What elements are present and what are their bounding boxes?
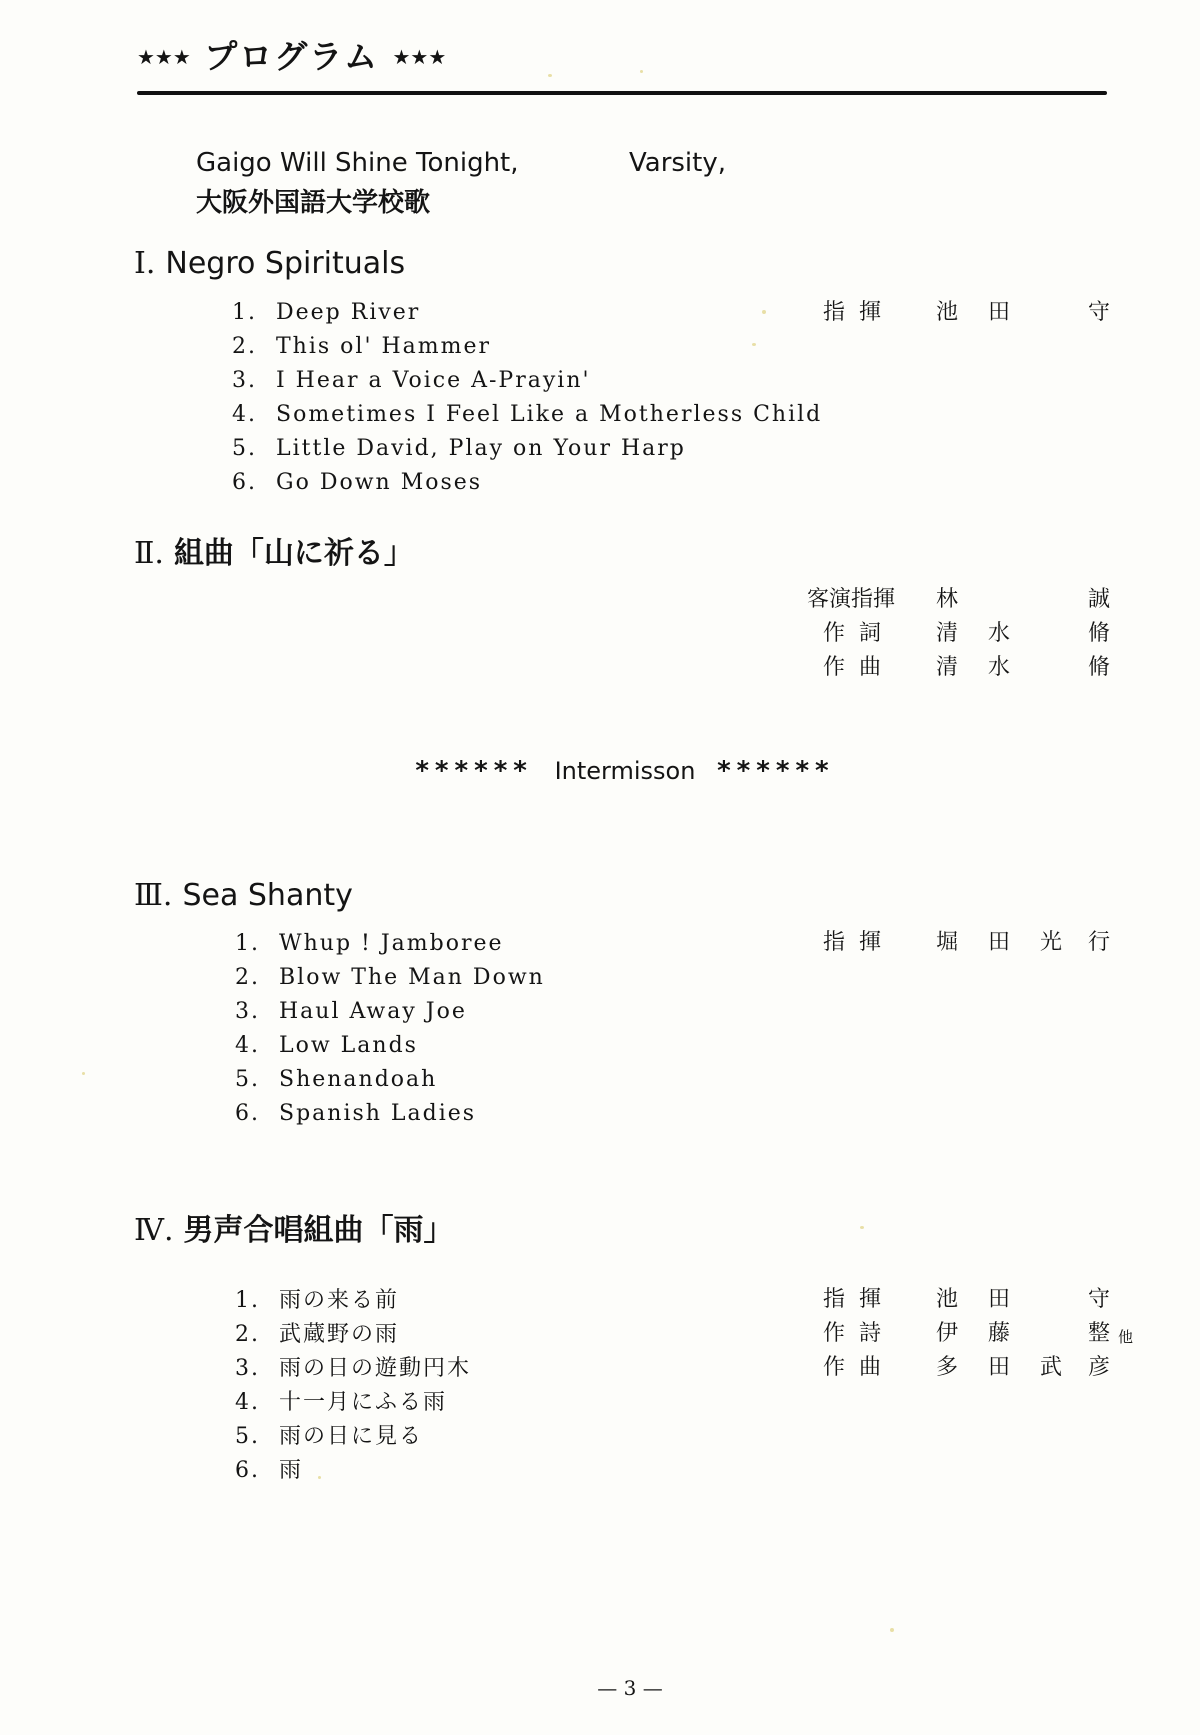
item-number: 6.: [235, 1458, 260, 1483]
list-item: [235, 1063, 545, 1097]
credit-row-composer: [782, 651, 1142, 685]
credit-role: 指揮: [822, 1287, 895, 1312]
section-1-credits: [782, 296, 1142, 330]
credit-row-guest-conductor: [782, 583, 1142, 617]
intermission-stars-left: ******: [415, 756, 533, 786]
list-item: [235, 995, 545, 1029]
item-title: Haul Away Joe: [279, 999, 467, 1024]
item-number: 5.: [235, 1424, 260, 1449]
opening-varsity: Varsity,: [629, 148, 727, 178]
school-song-title: 大阪外国語大学校歌: [196, 188, 431, 218]
credit-role: 指揮: [822, 930, 895, 955]
paper-speck: [860, 1226, 864, 1229]
credit-name-char: 田: [988, 930, 1011, 955]
credit-row-conductor: [782, 926, 1142, 960]
credit-role: 客演指揮: [806, 587, 895, 612]
intermission-banner: [0, 756, 1200, 786]
section-heading-2: [134, 534, 414, 574]
item-number: 2.: [235, 1322, 260, 1347]
item-title: Whup ! Jamboree: [279, 931, 504, 956]
program-title: [137, 34, 446, 80]
paper-speck: [548, 74, 552, 77]
item-number: 5.: [232, 436, 257, 461]
section-numeral: Ⅱ.: [134, 536, 164, 571]
intermission-stars-right: ******: [717, 756, 835, 786]
credit-name-char: 水: [988, 621, 1011, 646]
paper-speck: [640, 70, 643, 73]
page-number: — 3 —: [597, 1676, 663, 1700]
item-title: This ol' Hammer: [276, 334, 492, 359]
item-number: 5.: [235, 1067, 260, 1092]
item-number: 6.: [235, 1101, 260, 1126]
title-stars-right: ★★★: [392, 45, 447, 69]
title-text: プログラム: [204, 37, 379, 76]
item-number: 6.: [232, 470, 257, 495]
paper-speck: [752, 343, 756, 346]
list-item: [235, 1352, 471, 1386]
item-title: Sometimes I Feel Like a Motherless Child: [276, 402, 823, 427]
credit-row-conductor: [782, 1283, 1142, 1317]
credit-name-char: 林: [936, 587, 959, 612]
paper-speck: [318, 1476, 321, 1479]
item-title: 雨の日に見る: [279, 1424, 424, 1449]
list-item: [235, 961, 545, 995]
section-1-items: [232, 296, 822, 500]
section-heading-1: [134, 244, 405, 284]
list-item: [235, 927, 545, 961]
section-title: Sea Shanty: [182, 878, 353, 913]
paper-speck: [762, 310, 766, 314]
paper-speck: [82, 1072, 85, 1075]
credit-name-char: 池: [936, 300, 959, 325]
title-stars-left: ★★★: [137, 45, 191, 69]
list-item: [232, 296, 822, 330]
item-title: 雨の来る前: [279, 1288, 400, 1313]
credit-name-char: 守: [1088, 300, 1111, 325]
item-title: 十一月にふる雨: [279, 1390, 448, 1415]
section-3-items: [235, 927, 545, 1131]
credit-name-char: 彦: [1088, 1355, 1111, 1380]
section-heading-3: [134, 876, 353, 916]
credit-row-lyricist: [782, 617, 1142, 651]
section-numeral: Ⅰ.: [134, 246, 156, 281]
list-item: [232, 398, 822, 432]
opening-song-title: Gaigo Will Shine Tonight,: [196, 148, 519, 178]
section-heading-4: [134, 1211, 454, 1251]
credit-name-char: 田: [988, 1355, 1011, 1380]
credit-name-char: 堀: [936, 930, 959, 955]
credit-role: 作詩: [822, 1321, 895, 1346]
credit-name-char: 整: [1088, 1321, 1111, 1346]
item-title: Deep River: [276, 300, 421, 325]
credit-name-char: 脩: [1088, 621, 1111, 646]
list-item: [235, 1420, 471, 1454]
credit-row-lyricist: [782, 1317, 1142, 1351]
credit-name-char: 光: [1040, 930, 1063, 955]
section-4-items: [235, 1284, 471, 1488]
item-title: 雨の日の遊動円木: [279, 1356, 472, 1381]
credit-row-composer: [782, 1351, 1142, 1385]
credit-role: 作曲: [822, 655, 895, 680]
credit-name-char: 武: [1040, 1355, 1063, 1380]
item-number: 2.: [232, 334, 257, 359]
item-number: 2.: [235, 965, 260, 990]
item-number: 4.: [235, 1033, 260, 1058]
list-item: [232, 364, 822, 398]
list-item: [235, 1097, 545, 1131]
paper-speck: [890, 1628, 894, 1632]
list-item: [235, 1029, 545, 1063]
item-title: Little David, Play on Your Harp: [276, 436, 686, 461]
credit-row-conductor: [782, 296, 1142, 330]
credit-name-char: 脩: [1088, 655, 1111, 680]
list-item: [235, 1454, 471, 1488]
credit-role: 指揮: [822, 300, 895, 325]
item-title: I Hear a Voice A-Prayin': [276, 368, 591, 393]
item-number: 1.: [232, 300, 257, 325]
credit-name-char: 伊: [936, 1321, 959, 1346]
item-number: 4.: [235, 1390, 260, 1415]
item-number: 1.: [235, 1288, 260, 1313]
item-title: Spanish Ladies: [279, 1101, 477, 1126]
item-title: Low Lands: [279, 1033, 418, 1058]
credit-name-char: 田: [988, 1287, 1011, 1312]
section-4-credits: [782, 1283, 1142, 1385]
item-title: 武蔵野の雨: [279, 1322, 400, 1347]
credit-name-char: 行: [1088, 930, 1111, 955]
opening-songs: [196, 143, 727, 223]
list-item: [235, 1318, 471, 1352]
section-3-credits: [782, 926, 1142, 960]
credit-role: 作詞: [822, 621, 895, 646]
item-number: 4.: [232, 402, 257, 427]
section-numeral: Ⅲ.: [134, 878, 173, 913]
credit-name-char: 守: [1088, 1287, 1111, 1312]
item-number: 1.: [235, 931, 260, 956]
credit-name-char: 多: [936, 1355, 959, 1380]
item-title: Go Down Moses: [276, 470, 483, 495]
item-number: 3.: [235, 1356, 260, 1381]
item-title: 雨: [279, 1458, 304, 1483]
intermission-label: Intermisson: [554, 757, 696, 785]
header-rule: [137, 91, 1107, 95]
credit-name-char: 池: [936, 1287, 959, 1312]
credit-name-char: 藤: [988, 1321, 1011, 1346]
section-numeral: Ⅳ.: [134, 1213, 174, 1248]
item-title: Shenandoah: [279, 1067, 438, 1092]
credit-role: 作曲: [822, 1355, 895, 1380]
section-title: Negro Spirituals: [165, 246, 406, 281]
credit-name-char: 誠: [1088, 587, 1111, 612]
credit-name-char: 清: [936, 621, 959, 646]
credit-name-char: 清: [936, 655, 959, 680]
list-item: [232, 330, 822, 364]
list-item: [235, 1284, 471, 1318]
section-title: 男声合唱組曲「雨」: [183, 1213, 454, 1248]
item-title: Blow The Man Down: [279, 965, 545, 990]
list-item: [232, 466, 822, 500]
item-number: 3.: [235, 999, 260, 1024]
list-item: [235, 1386, 471, 1420]
list-item: [232, 432, 822, 466]
item-number: 3.: [232, 368, 257, 393]
section-title: 組曲「山に祈る」: [173, 536, 414, 571]
credit-name-char: 水: [988, 655, 1011, 680]
credit-name-char: 田: [988, 300, 1011, 325]
section-2-credits: [782, 583, 1142, 685]
credit-et-al: 他: [1118, 1328, 1134, 1346]
opening-row: [196, 143, 727, 183]
